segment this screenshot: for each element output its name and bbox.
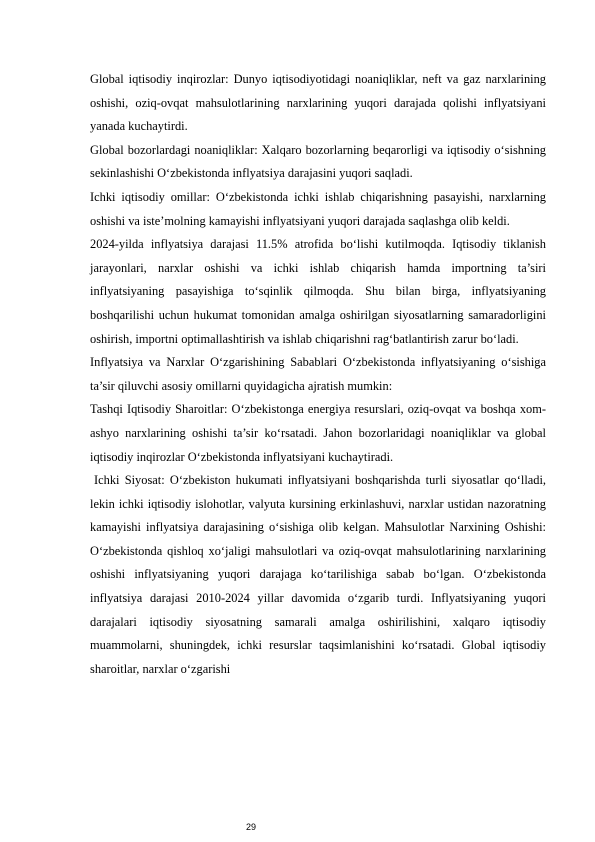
paragraph-domestic-factors: Ichki iqtisodiy omillar: O‘zbekistonda ichki ishlab chiqarishning pasayishi, narxlarning oshishi va iste’molning kamayishi inflyatsiyani yuqori darajada saqlashga olib keldi. xyxy=(90,189,546,228)
paragraph-domestic-policy: Ichki Siyosat: O‘zbekiston hukumati inflyatsiyani boshqarishda turli siyosatlar qo‘lladi, lekin ichki iqtisodiy islohotlar, valyuta kursining erkinlashuvi, narxlar ustidan nazoratning kamayishi inflyatsiya darajasining o‘sishiga olib kelgan. Mahsulotlar Narxining Oshishi: O‘zbekistonda qishloq xo‘jaligi mahsulotlari va oziq-ovqat mahsulotlarining narxlarining oshishi inflyatsiyaning yuqori darajaga ko‘tarilishiga sabab bo‘lgan. O‘zbekistonda inflyatsiya darajasi 2010-2024 yillar davomida o‘zgarib turdi. Inflyatsiyaning yuqori darajalari iqtisodiy siyosatning samarali amalga oshirilishini, xalqaro iqtisodiy muammolarni, shuningdek, ichki resurslar taqsimlanishini ko‘rsatadi. Global iqtisodiy sharoitlar, narxlar o‘zgarishi xyxy=(90,473,546,676)
paragraph-global-markets: Global bozorlardagi noaniqliklar: Xalqaro bozorlarning beqarorligi va iqtisodiy o‘sishning sekinlashishi O‘zbekistonda inflyatsiya darajasini yuqori saqladi. xyxy=(90,142,546,181)
paragraph-global-crises: Global iqtisodiy inqirozlar: Dunyo iqtisodiyotidagi noaniqliklar, neft va gaz narxlarining oshishi, oziq-ovqat mahsulotlarining narxlarining yuqori darajada qolishi inflyatsiyani yanada kuchaytirdi. xyxy=(90,72,546,134)
page-number: 29 xyxy=(246,822,257,832)
document-body xyxy=(90,68,546,681)
paragraph-inflation-causes: Inflyatsiya va Narxlar O‘zgarishining Sabablari O‘zbekistonda inflyatsiyaning o‘sishiga ta’sir qiluvchi asosiy omillarni quyidagicha ajratish mumkin: xyxy=(90,355,546,393)
paragraph-external-conditions: Tashqi Iqtisodiy Sharoitlar: O‘zbekistonga energiya resurslari, oziq-ovqat va boshqa xom-ashyo narxlarining oshishi ta’sir ko‘rsatadi. Jahon bozorlaridagi noaniqliklar va global iqtisodiy inqirozlar O‘zbekistonda inflyatsiyani kuchaytiradi. xyxy=(90,402,546,464)
paragraph-2024-forecast: 2024-yilda inflyatsiya darajasi 11.5% atrofida bo‘lishi kutilmoqda. Iqtisodiy tiklanish jarayonlari, narxlar oshishi va ichki ishlab chiqarish hamda importning ta’siri inflyatsiyaning pasayishiga to‘sqinlik qilmoqda. Shu bilan birga, inflyatsiyaning boshqarilishi uchun hukumat tomonidan amalga oshirilgan siyosatlarning samaradorligini oshirish, importni optimallashtirish va ishlab chiqarishni rag‘batlantirish zarur bo‘ladi. xyxy=(90,237,546,346)
